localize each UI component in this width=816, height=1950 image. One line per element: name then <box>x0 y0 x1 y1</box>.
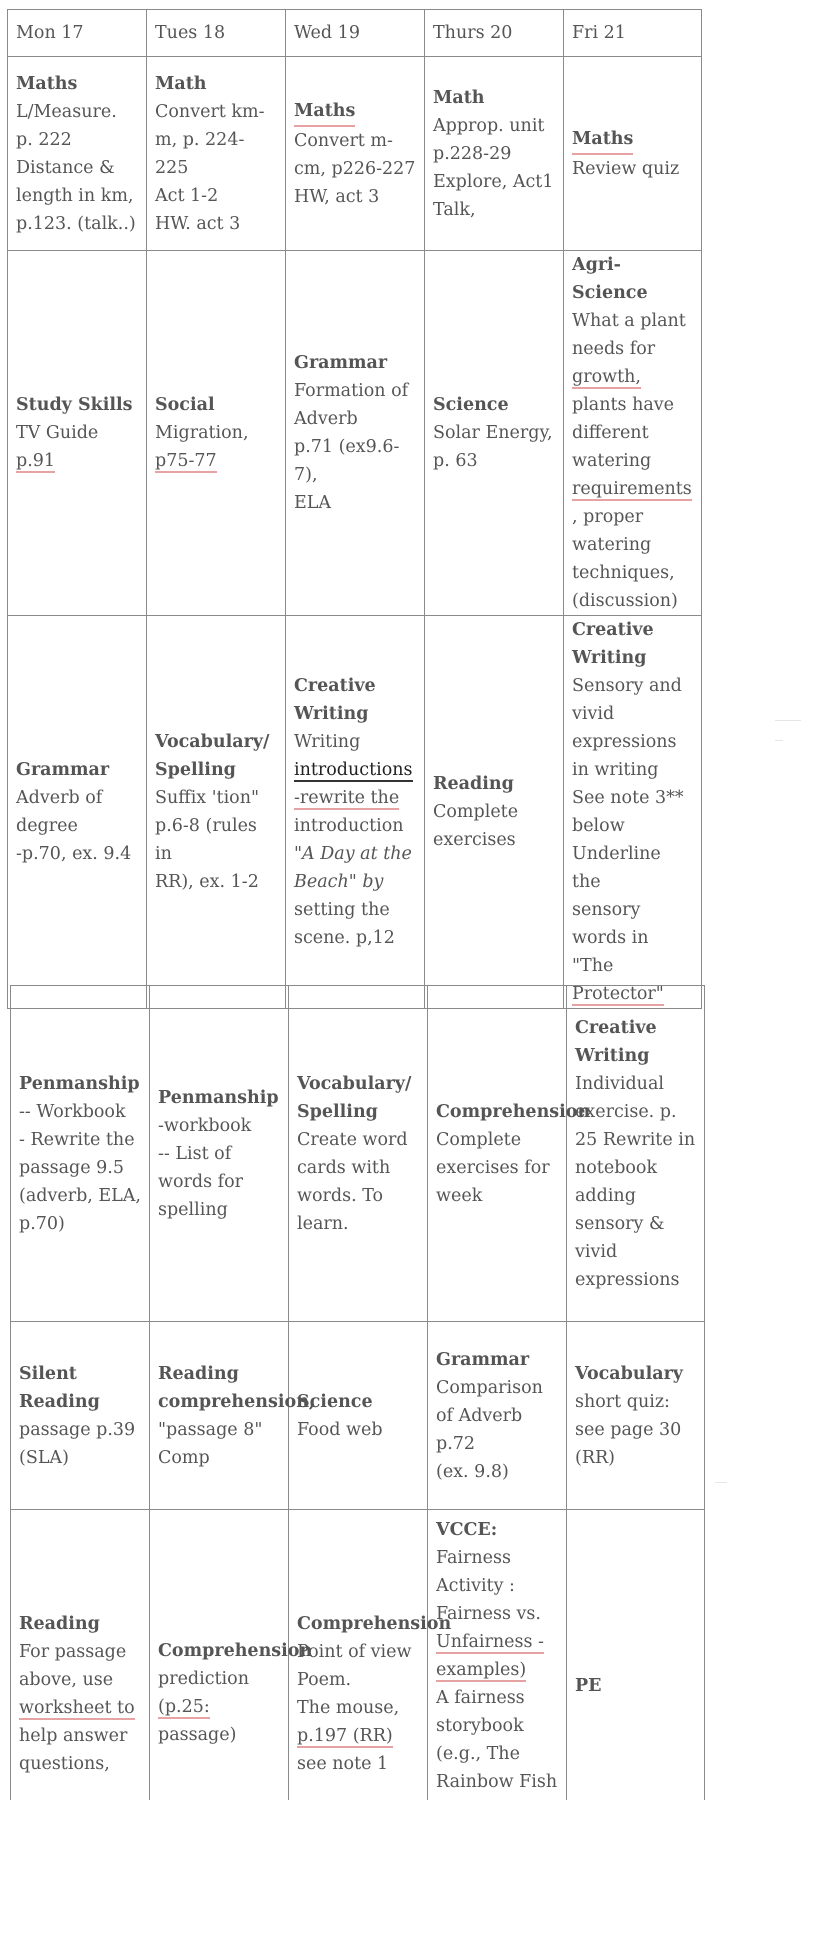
cell: Vocabulary short quiz: see page 30 (RR) <box>567 1322 705 1510</box>
schedule-table-part-2 <box>10 985 705 1800</box>
cell: Math Convert km- m, p. 224-225 Act 1-2 HW. act 3 <box>147 57 286 251</box>
cell: Comprehension Complete exercises for week <box>428 986 567 1322</box>
table-row <box>8 251 702 616</box>
cell: Penmanship -- Workbook - Rewrite the passage 9.5 (adverb, ELA, p.70) <box>11 986 150 1322</box>
cell: Science Solar Energy, p. 63 <box>425 251 564 616</box>
cell: Penmanship -workbook -- List of words for spelling <box>150 986 289 1322</box>
cell: Maths Convert m- cm, p226-227 HW, act 3 <box>286 57 425 251</box>
table-row <box>11 986 705 1322</box>
margin-mark <box>775 740 783 741</box>
header-tue: Tues 18 <box>147 10 286 57</box>
header-mon: Mon 17 <box>8 10 147 57</box>
cell: Study Skills TV Guide p.91 <box>8 251 147 616</box>
cell: Reading Complete exercises <box>425 616 564 1009</box>
cell: Silent Reading passage p.39 (SLA) <box>11 1322 150 1510</box>
cell: Creative Writing Individual exercise. p. 25 Rewrite in notebook adding sensory & vivid expressions <box>567 986 705 1322</box>
cell: VCCE: Fairness Activity : Fairness vs. Unfairness - examples) A fairness storybook (e.g., The Rainbow Fish <box>428 1510 567 1801</box>
table-header-row <box>8 10 702 57</box>
cell: Comprehension prediction (p.25: passage) <box>150 1510 289 1801</box>
cell: Vocabulary/ Spelling Suffix 'tion" p.6-8 (rules in RR), ex. 1-2 <box>147 616 286 1009</box>
cell: Creative Writing Sensory and vivid expressions in writing See note 3** below Underline the sensory words in "The Protector" <box>564 616 702 1009</box>
margin-mark <box>715 1482 727 1483</box>
cell: Vocabulary/ Spelling Create word cards with words. To learn. <box>289 986 428 1322</box>
cell: Grammar Comparison of Adverb p.72 (ex. 9.8) <box>428 1322 567 1510</box>
cell: Comprehension Point of view Poem. The mouse, p.197 (RR) see note 1 <box>289 1510 428 1801</box>
cell: Math Approp. unit p.228-29 Explore, Act1 Talk, <box>425 57 564 251</box>
margin-mark <box>775 720 801 721</box>
cell: Grammar Formation of Adverb p.71 (ex9.6-7), ELA <box>286 251 425 616</box>
cell: PE <box>567 1510 705 1801</box>
cell: Agri-Science What a plant needs for growth, plants have different watering requirements , proper watering techniques, (discussion) <box>564 251 702 616</box>
cell: Science Food web <box>289 1322 428 1510</box>
cell: Maths L/Measure. p. 222 Distance & length in km, p.123. (talk..) <box>8 57 147 251</box>
cell: Reading comprehension, "passage 8" Comp <box>150 1322 289 1510</box>
table-row <box>11 1510 705 1801</box>
header-fri: Fri 21 <box>564 10 702 57</box>
cell: Creative Writing Writing introductions -rewrite the introduction "A Day at the Beach" by setting the scene. p,12 <box>286 616 425 1009</box>
table-row <box>8 616 702 1009</box>
cell: Social Migration, p75-77 <box>147 251 286 616</box>
header-thu: Thurs 20 <box>425 10 564 57</box>
schedule-table-part-1 <box>7 9 702 1009</box>
table-row <box>11 1322 705 1510</box>
cell: Maths Review quiz <box>564 57 702 251</box>
table-row <box>8 57 702 251</box>
header-wed: Wed 19 <box>286 10 425 57</box>
cell: Grammar Adverb of degree -p.70, ex. 9.4 <box>8 616 147 1009</box>
cell: Reading For passage above, use worksheet to help answer questions, <box>11 1510 150 1801</box>
